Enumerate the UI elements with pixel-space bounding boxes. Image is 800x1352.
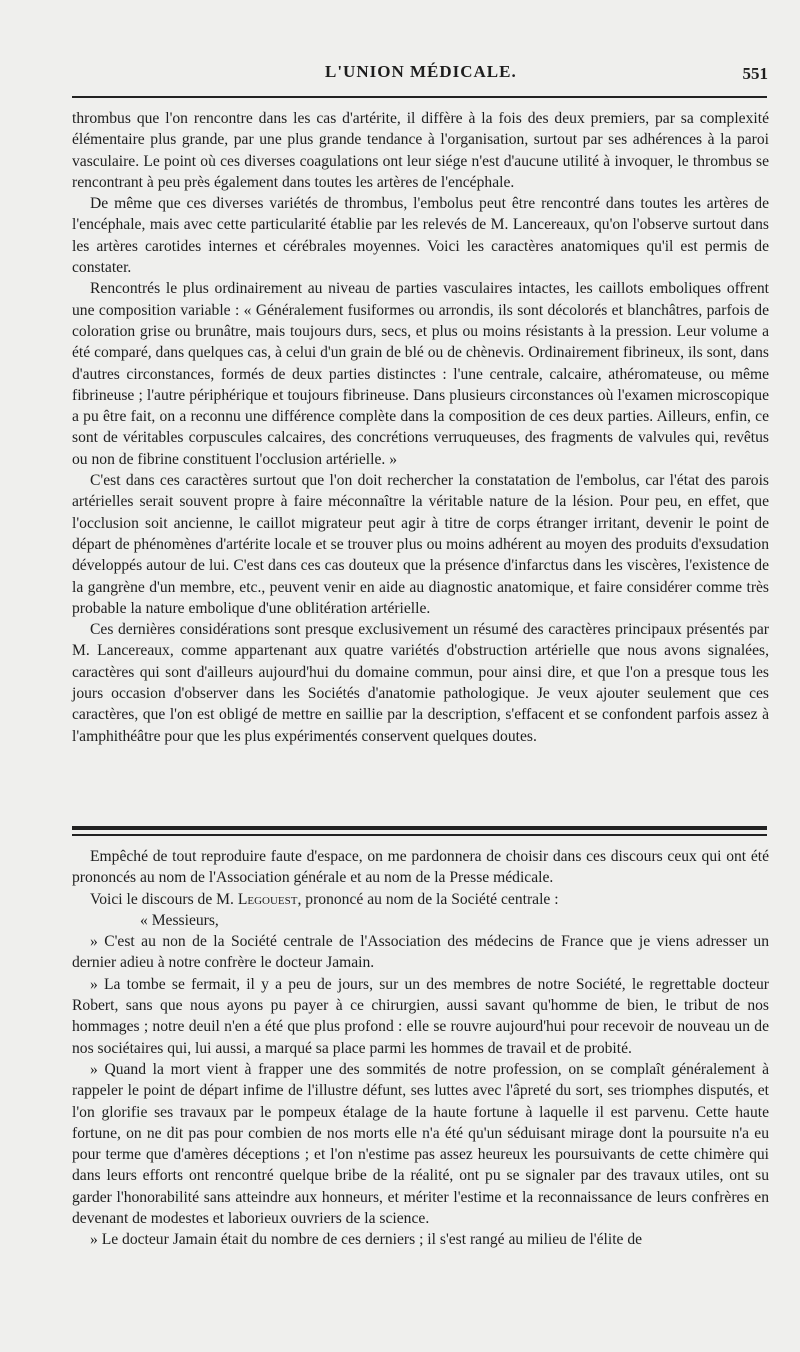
speech-lead-after: , prononcé au nom de la Société centrale :: [297, 890, 559, 908]
speech-lead: [72, 889, 769, 910]
speech-paragraph: » Quand la mort vient à frapper une des sommités de notre profession, on se complaît généralement à rappeler le point de départ infime de l'illustre défunt, ses luttes avec l'âpreté du sort, ses triomphes disputés, et l'on glorifie ses travaux par le pompeux étalage de la haute fortune à laquelle il est parvenu. Cette haute fortune, on ne dit pas pour combien de nos morts elle n'a été qu'un séduisant mirage dont la poursuite n'a eu pour terme que d'amères déceptions ; et l'on n'estime pas assez heureux les poursuivants de cette chimère qui dans leurs efforts ont rencontré quelque bribe de la réalité, ont pu se signaler par des travaux utiles, ont su garder l'honorabilité sans atteindre aux honneurs, et mériter l'estime et la reconnaissance de leurs confrères en devenant de modestes et laborieux ouvriers de la science.: [72, 1060, 769, 1228]
speech-intro: Empêché de tout reproduire faute d'espace, on me pardonnera de choisir dans ces discours ceux qui ont été prononcés au nom de l'Association générale et au nom de la Presse médicale.: [72, 848, 769, 887]
speech-lead-before: Voici le discours de M.: [90, 890, 238, 908]
article-paragraph: C'est dans ces caractères surtout que l'on doit rechercher la constatation de l'embolus, car l'état des parois artérielles serait souvent propre à faire méconnaître la véritable nature de la lésion. Pour peu, en effet, que l'occlusion soit ancienne, le caillot migrateur peut agir à titre de corps étranger irritant, devenir le point de départ de phénomènes d'artérite locale et se trouver plus ou moins adhérent au moyen des produits d'exsudation développés autour de lui. C'est dans ces cas douteux que la présence d'infarctus dans les viscères, l'existence de la gangrène d'un membre, etc., peuvent venir en aide au diagnostic anatomique, et faire considérer comme très probable la nature embolique d'une oblitération artérielle.: [72, 472, 769, 617]
page-header: [70, 62, 770, 88]
speaker-name: Legouest: [237, 890, 298, 908]
article-paragraph: Ces dernières considérations sont presque exclusivement un résumé des caractères principaux présentés par M. Lancereaux, comme appartenant aux quatre variétés d'obstruction artérielle que nous avons signalées, caractères qui sont d'ailleurs aujourd'hui du domaine commun, pour ainsi dire, et que l'on a presque tous les jours occasion d'observer dans les Sociétés d'anatomie pathologique. Je veux ajouter seulement que ces caractères, que l'on est obligé de mettre en saillie par la description, s'effacent et se confondent parfois assez à l'amphithéâtre pour que les plus expérimentés conservent quelques doutes.: [72, 621, 769, 745]
speech-paragraph: » Le docteur Jamain était du nombre de ces derniers ; il s'est rangé au milieu de l'élite de: [90, 1231, 643, 1249]
article-paragraph: De même que ces diverses variétés de thrombus, l'embolus peut être rencontré dans toutes les artères de l'encéphale, mais avec cette particularité établie par les relevés de M. Lancereaux, qu'on l'observe surtout dans les artères carotides internes et cérébrales moyennes. Voici les caractères anatomiques qu'il est permis de constater.: [72, 195, 769, 277]
speech-paragraph: » La tombe se fermait, il y a peu de jours, sur un des membres de notre Société, le regrettable docteur Robert, sans que nous ayons pu payer à ce chirurgien, aussi savant qu'homme de bien, le tribut de nos hommages ; notre deuil n'en a été que plus profond : elle se rouvre aujourd'hui pour recevoir de nouveau un de nos sociétaires qui, lui aussi, a marqué sa place parmi les hommes de travail et de probité.: [72, 975, 769, 1057]
article-paragraph: Rencontrés le plus ordinairement au niveau de parties vasculaires intactes, les caillots emboliques offrent une composition variable : « Généralement fusiformes ou arrondis, ils sont décolorés et blanchâtres, parfois de coloration grise ou brunâtre, mais toujours durs, secs, et plus ou moins résistants à la pression. Leur volume a été comparé, dans quelques cas, à celui d'un grain de blé ou de chènevis. Ordinairement fibrineux, ils sont, dans d'autres circonstances, formés de deux parties distinctes : l'une centrale, calcaire, athéromateuse, ou même fibrineuse ; l'autre périphérique et toujours fibrineuse. Dans plusieurs circonstances où l'examen microscopique a pu être fait, on a reconnu une différence complète dans la composition de ces deux parties. Ailleurs, enfin, ce sont de véritables corpuscules calcaires, des concrétions verruqueuses, des fragments de valvules qui, revêtus ou non de fibrine constituent l'occlusion artérielle. »: [72, 280, 769, 468]
article-paragraph: thrombus que l'on rencontre dans les cas d'artérite, il diffère à la fois des deux premiers, par sa complexité élémentaire plus grande, par une plus grande tendance à l'organisation, surtout par ses adhérences à la paroi vasculaire. Le point où ces diverses coagulations ont leur siége n'est d'aucune utilité à invoquer, le thrombus se rencontrant à peu près également dans toutes les artères de l'encéphale.: [72, 110, 769, 191]
speech-section: [72, 846, 769, 1251]
page-number: 551: [742, 64, 768, 83]
article-body: [72, 108, 769, 747]
speech-salutation: « Messieurs,: [140, 911, 219, 929]
section-separator-bottom: [72, 834, 767, 836]
section-separator-top: [72, 826, 767, 830]
header-rule: [72, 96, 767, 98]
running-title: L'UNION MÉDICALE.: [325, 62, 517, 81]
speech-paragraph: » C'est au non de la Société centrale de l'Association des médecins de France que je viens adresser un dernier adieu à notre confrère le docteur Jamain.: [72, 933, 769, 972]
